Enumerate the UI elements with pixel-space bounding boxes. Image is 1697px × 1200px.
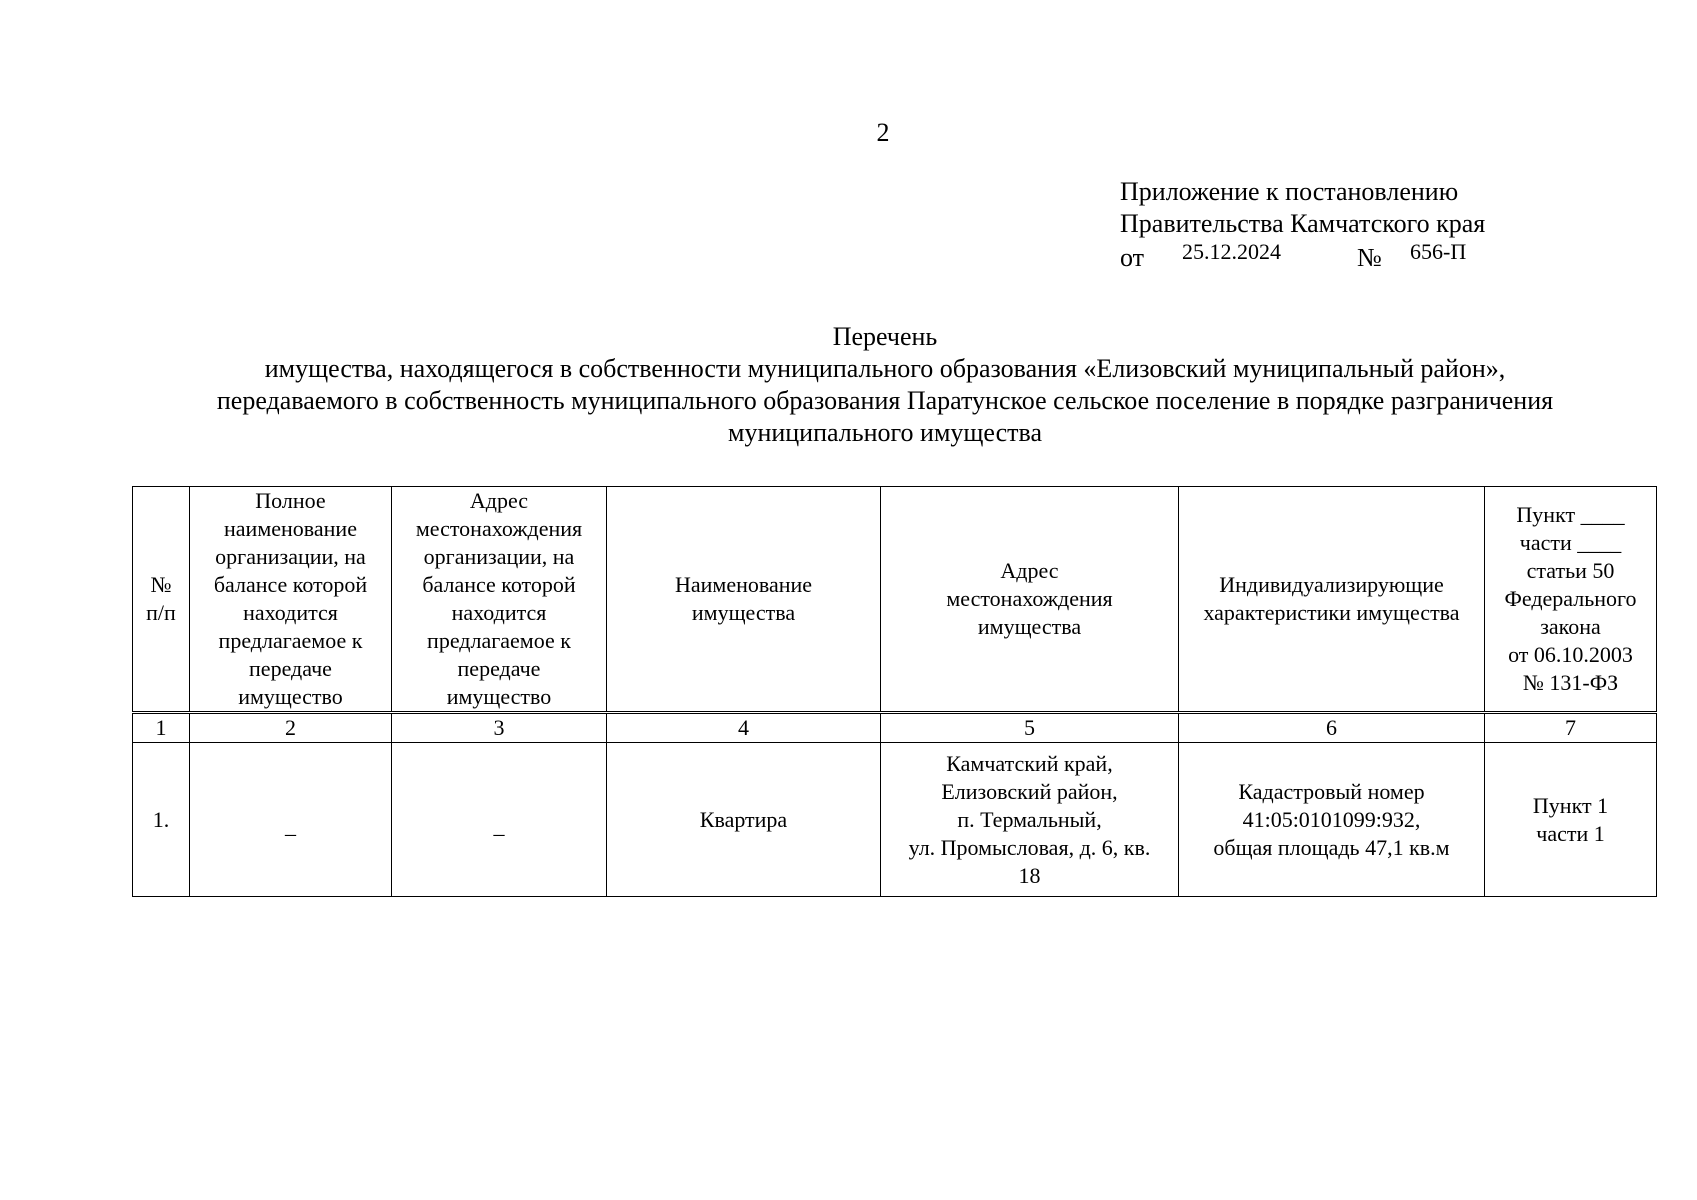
org-name-value: _	[285, 812, 296, 838]
document-title	[130, 321, 1640, 449]
column-number-row	[133, 713, 1657, 743]
header-cell: Адрес местонахождения организации, на балансе которой находится предлагаемое к передаче имущество	[392, 487, 607, 713]
appendix-line-2: Правительства Камчатского края	[1120, 209, 1486, 238]
table-row	[133, 743, 1657, 897]
appendix-number: 656-П	[1410, 239, 1467, 264]
title-line-1: имущества, находящегося в собственности муниципального образования «Елизовский муниципальный район»,	[264, 354, 1506, 383]
org-name-cell	[190, 743, 392, 897]
property-table	[132, 486, 1657, 897]
appendix-date: 25.12.2024	[1182, 239, 1281, 264]
property-address-cell: Камчатский край, Елизовский район, п. Термальный, ул. Промысловая, д. 6, кв. 18	[881, 743, 1179, 897]
appendix-line-1: Приложение к постановлению	[1120, 177, 1459, 206]
org-address-cell	[392, 743, 607, 897]
characteristics-cell: Кадастровый номер 41:05:0101099:932, общая площадь 47,1 кв.м	[1179, 743, 1485, 897]
header-cell: Индивидуализирующие характеристики имущества	[1179, 487, 1485, 713]
header-cell: Пункт ____ части ____ статьи 50 Федерального закона от 06.10.2003 № 131-ФЗ	[1485, 487, 1657, 713]
appendix-date-line	[1120, 240, 1485, 272]
appendix-from-label: от	[1120, 243, 1145, 272]
column-number: 7	[1485, 713, 1657, 743]
column-number: 6	[1179, 713, 1485, 743]
page-number: 2	[876, 118, 890, 147]
property-name-cell: Квартира	[607, 743, 881, 897]
org-address-value: _	[493, 812, 505, 838]
column-number: 2	[190, 713, 392, 743]
header-cell: Наименование имущества	[607, 487, 881, 713]
title-line-3: муниципального имущества	[727, 418, 1042, 447]
header-cell: № п/п	[133, 487, 190, 713]
law-clause-cell: Пункт 1 части 1	[1485, 743, 1657, 897]
column-number: 1	[133, 713, 190, 743]
column-number: 3	[392, 713, 607, 743]
column-number: 4	[607, 713, 881, 743]
appendix-number-sign: №	[1357, 243, 1382, 272]
header-cell: Адрес местонахождения имущества	[881, 487, 1179, 713]
title-heading: Перечень	[832, 322, 938, 351]
column-number: 5	[881, 713, 1179, 743]
title-line-2: передаваемого в собственность муниципального образования Паратунское сельское поселение в порядке разграничения	[216, 386, 1554, 415]
appendix-block	[1120, 176, 1485, 272]
header-cell: Полное наименование организации, на балансе которой находится предлагаемое к передаче имущество	[190, 487, 392, 713]
table-header-row	[133, 487, 1657, 713]
row-number: 1.	[133, 743, 190, 897]
